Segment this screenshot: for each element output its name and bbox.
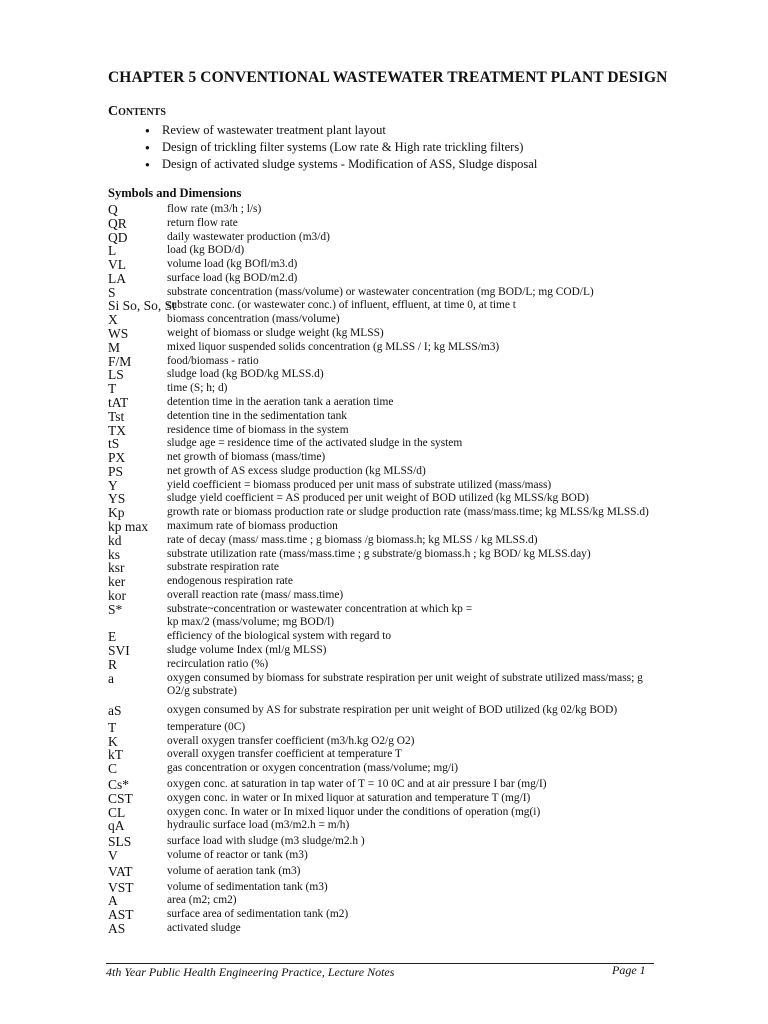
symbol: S* <box>108 601 123 617</box>
symbols-table <box>108 203 668 936</box>
symbol-row <box>108 806 668 820</box>
symbol: QD <box>108 229 128 245</box>
symbol: kp max <box>108 518 149 534</box>
symbol-row <box>108 341 668 355</box>
symbol-row <box>108 396 668 410</box>
symbol-row <box>108 286 668 300</box>
symbol-row <box>108 908 668 922</box>
symbol-definition: sludge yield coefficient = AS produced per unit weight of BOD utilized (kg MLSS/kg BOD) <box>167 492 589 505</box>
symbol-row <box>108 451 668 465</box>
symbol: YS <box>108 491 126 507</box>
contents-item: ● Design of trickling filter systems (Low rate & High rate trickling filters) <box>145 139 537 156</box>
symbol: VL <box>108 257 126 273</box>
symbol-row <box>108 299 668 313</box>
symbol-row <box>108 819 668 833</box>
symbol-row <box>108 355 668 369</box>
chapter-title: CHAPTER 5 CONVENTIONAL WASTEWATER TREATMENT PLANT DESIGN <box>108 69 668 86</box>
symbol-row <box>108 520 668 534</box>
symbol: PX <box>108 450 126 466</box>
symbol: tS <box>108 436 120 452</box>
symbol-definition: daily wastewater production (m3/d) <box>167 230 330 243</box>
symbol-definition: temperature (0C) <box>167 720 246 733</box>
symbol: aS <box>108 703 122 719</box>
footer-course: 4th Year Public Health Engineering Practice, Lecture Notes <box>106 965 395 979</box>
symbol: ks <box>108 546 121 562</box>
symbol: SVI <box>108 643 130 658</box>
symbol-row <box>108 437 668 451</box>
symbol-definition: substrate conc. (or wastewater conc.) of influent, effluent, at time 0, at time t <box>167 299 516 312</box>
symbol-row <box>108 879 668 895</box>
symbol-row <box>108 603 668 631</box>
symbol: qA <box>108 818 125 834</box>
symbol-row <box>108 327 668 341</box>
symbol-row <box>108 762 668 776</box>
symbol-row <box>108 718 668 735</box>
symbol: kT <box>108 747 123 763</box>
symbol-definition: detention tine in the sedimentation tank <box>167 409 347 422</box>
symbol-row <box>108 548 668 562</box>
symbol-definition: overall reaction rate (mass/ mass.time) <box>167 588 344 601</box>
symbol-definition: oxygen consumed by biomass for substrate respiration per unit weight of substrate utilized mass/mass; g O2/g substrate) <box>167 671 643 698</box>
symbol-row <box>108 575 668 589</box>
symbol: X <box>108 312 118 328</box>
symbol-definition: volume load (kg BOfl/m3.d) <box>167 258 298 271</box>
symbol-row <box>108 735 668 749</box>
symbol: VST <box>108 879 134 895</box>
symbol-row <box>108 833 668 849</box>
symbol: Q <box>108 202 118 217</box>
symbol: Si So, So, St <box>108 298 176 314</box>
symbol: a <box>108 670 114 686</box>
symbol-row <box>108 644 668 658</box>
symbol-row <box>108 368 668 382</box>
symbol-definition: oxygen conc. In water or In mixed liquor under the conditions of operation (mg(i) <box>167 805 541 818</box>
symbol-row <box>108 922 668 936</box>
symbol: ker <box>108 574 126 590</box>
contents-item: ● Review of wastewater treatment plant layout <box>145 122 537 139</box>
symbol-row <box>108 748 668 762</box>
symbol-row <box>108 313 668 327</box>
symbol-definition: activated sludge <box>167 921 241 934</box>
symbol: TX <box>108 422 126 438</box>
symbol-row <box>108 534 668 548</box>
symbol: L <box>108 243 117 259</box>
symbol-definition: residence time of biomass in the system <box>167 423 349 436</box>
footer-divider <box>106 963 654 964</box>
symbol: SLS <box>108 834 132 850</box>
symbol: tAT <box>108 394 129 410</box>
symbol-row <box>108 479 668 493</box>
symbol-row <box>108 244 668 258</box>
contents-heading: Contents <box>108 104 166 119</box>
symbol-definition: maximum rate of biomass production <box>167 519 338 532</box>
symbol: kd <box>108 532 122 548</box>
symbol-definition: hydraulic surface load (m3/m2.h = m/h) <box>167 819 350 832</box>
symbol-row <box>108 589 668 603</box>
symbol-definition: net growth of biomass (mass/time) <box>167 451 326 464</box>
symbol-row <box>108 424 668 438</box>
symbol-row <box>108 272 668 286</box>
symbol-definition: surface load with sludge (m3 sludge/m2.h ) <box>167 835 365 848</box>
symbol: F/M <box>108 353 132 369</box>
symbol-definition: sludge volume Index (ml/g MLSS) <box>167 644 327 656</box>
symbol-definition: recirculation ratio (%) <box>167 657 269 670</box>
symbol: AS <box>108 920 126 936</box>
symbol-definition: volume of aeration tank (m3) <box>167 864 301 877</box>
symbol-definition: surface area of sedimentation tank (m2) <box>167 908 349 921</box>
symbol-definition: biomass concentration (mass/volume) <box>167 313 340 326</box>
symbol: S <box>108 284 116 300</box>
symbol: Kp <box>108 505 125 521</box>
symbol-definition: rate of decay (mass/ mass.time ; g biomass /g biomass.h; kg MLSS / kg MLSS.d) <box>167 533 538 546</box>
symbol-row <box>108 630 668 644</box>
symbol-row <box>108 258 668 272</box>
symbol: M <box>108 339 121 355</box>
symbol: CST <box>108 790 133 806</box>
symbol-definition: yield coefficient = biomass produced per unit mass of substrate utilized (mass/mass) <box>167 478 552 491</box>
symbol: AST <box>108 907 134 923</box>
symbol: PS <box>108 463 124 479</box>
symbol-row <box>108 410 668 424</box>
symbol-row <box>108 776 668 792</box>
symbol: WS <box>108 326 129 342</box>
symbol-definition: return flow rate <box>167 216 238 229</box>
symbol: Y <box>108 477 118 493</box>
symbol-row <box>108 492 668 506</box>
symbol-definition: net growth of AS excess sludge production (kg MLSS/d) <box>167 464 426 477</box>
symbol-row <box>108 506 668 520</box>
symbol-row <box>108 672 668 700</box>
symbol: E <box>108 629 117 645</box>
symbol-row <box>108 894 668 908</box>
symbol: CL <box>108 804 126 820</box>
symbol: LS <box>108 367 124 383</box>
symbol-definition: detention time in the aeration tank a aeration time <box>167 395 394 408</box>
symbol-row <box>108 792 668 806</box>
symbol-row <box>108 561 668 575</box>
symbol-definition: substrate respiration rate <box>167 561 279 574</box>
symbol-definition: weight of biomass or sludge weight (kg MLSS) <box>167 327 384 340</box>
symbol-definition: gas concentration or oxygen concentration (mass/volume; mg/i) <box>167 762 459 775</box>
symbol-definition: volume of reactor or tank (m3) <box>167 848 308 861</box>
symbol-definition: volume of sedimentation tank (m3) <box>167 880 328 893</box>
symbol-definition: substrate concentration (mass/volume) or wastewater concentration (mg BOD/L; mg COD/L) <box>167 285 594 298</box>
symbol-row <box>108 382 668 396</box>
symbol-definition: overall oxygen transfer coefficient at temperature T <box>167 748 402 761</box>
symbol-row <box>108 658 668 672</box>
symbol: VAT <box>108 863 133 879</box>
symbol-definition: food/biomass - ratio <box>167 354 259 367</box>
symbol: R <box>108 656 118 672</box>
symbol-definition: oxygen conc. in water or In mixed liquor at saturation and temperature T (mg/I) <box>167 791 531 804</box>
symbol-definition: substrate~concentration or wastewater concentration at which kp = kp max/2 (mass/volume; mg BOD/l) <box>167 602 473 629</box>
symbol-row <box>108 217 668 231</box>
symbol-definition: sludge age = residence time of the activated sludge in the system <box>167 437 463 450</box>
symbol-row <box>108 849 668 863</box>
symbol-row <box>108 465 668 479</box>
symbol-definition: substrate utilization rate (mass/mass.time ; g substrate/g biomass.h ; kg BOD/ kg MLSS.day) <box>167 547 591 560</box>
symbol-definition: overall oxygen transfer coefficient (m3/h.kg O2/g O2) <box>167 734 415 747</box>
symbol-definition: endogenous respiration rate <box>167 575 293 588</box>
symbol-definition: efficiency of the biological system with regard to <box>167 630 392 643</box>
symbol-row <box>108 231 668 245</box>
symbol-definition: flow rate (m3/h ; l/s) <box>167 203 262 215</box>
symbol-definition: mixed liquor suspended solids concentration (g MLSS / I; kg MLSS/m3) <box>167 340 500 353</box>
symbol-row <box>108 699 668 718</box>
symbol: V <box>108 847 118 863</box>
symbol-definition: load (kg BOD/d) <box>167 244 245 257</box>
symbol-definition: sludge load (kg BOD/kg MLSS.d) <box>167 368 324 381</box>
contents-item: ● Design of activated sludge systems - Modification of ASS, Sludge disposal <box>145 156 537 173</box>
symbol-definition: surface load (kg BOD/m2.d) <box>167 271 298 284</box>
symbol: A <box>108 893 118 909</box>
contents-list <box>145 122 537 173</box>
symbol-definition: oxygen conc. at saturation in tap water of T = 10 0C and at air pressure I bar (mg/I) <box>167 778 547 791</box>
symbol: kor <box>108 587 126 603</box>
symbols-heading: Symbols and Dimensions <box>108 186 242 200</box>
symbol: LA <box>108 270 126 286</box>
symbol: QR <box>108 215 127 231</box>
symbol: Tst <box>108 408 125 424</box>
symbol: T <box>108 719 117 735</box>
symbol-definition: growth rate or biomass production rate or sludge production rate (mass/mass.time; kg MLSS/kg MLSS.d) <box>167 506 649 519</box>
symbol-definition: time (S; h; d) <box>167 382 228 395</box>
symbol: Cs* <box>108 777 130 793</box>
symbol-row <box>108 203 668 217</box>
symbol-row <box>108 863 668 879</box>
symbol: C <box>108 761 118 777</box>
footer-page-number: Page 1 <box>612 963 646 977</box>
symbol: T <box>108 381 117 397</box>
symbol: K <box>108 733 118 749</box>
symbol-definition: area (m2; cm2) <box>167 894 237 907</box>
symbol: ksr <box>108 560 125 576</box>
symbol-definition: oxygen consumed by AS for substrate respiration per unit weight of BOD utilized (kg 02/kg BOD) <box>167 704 618 717</box>
